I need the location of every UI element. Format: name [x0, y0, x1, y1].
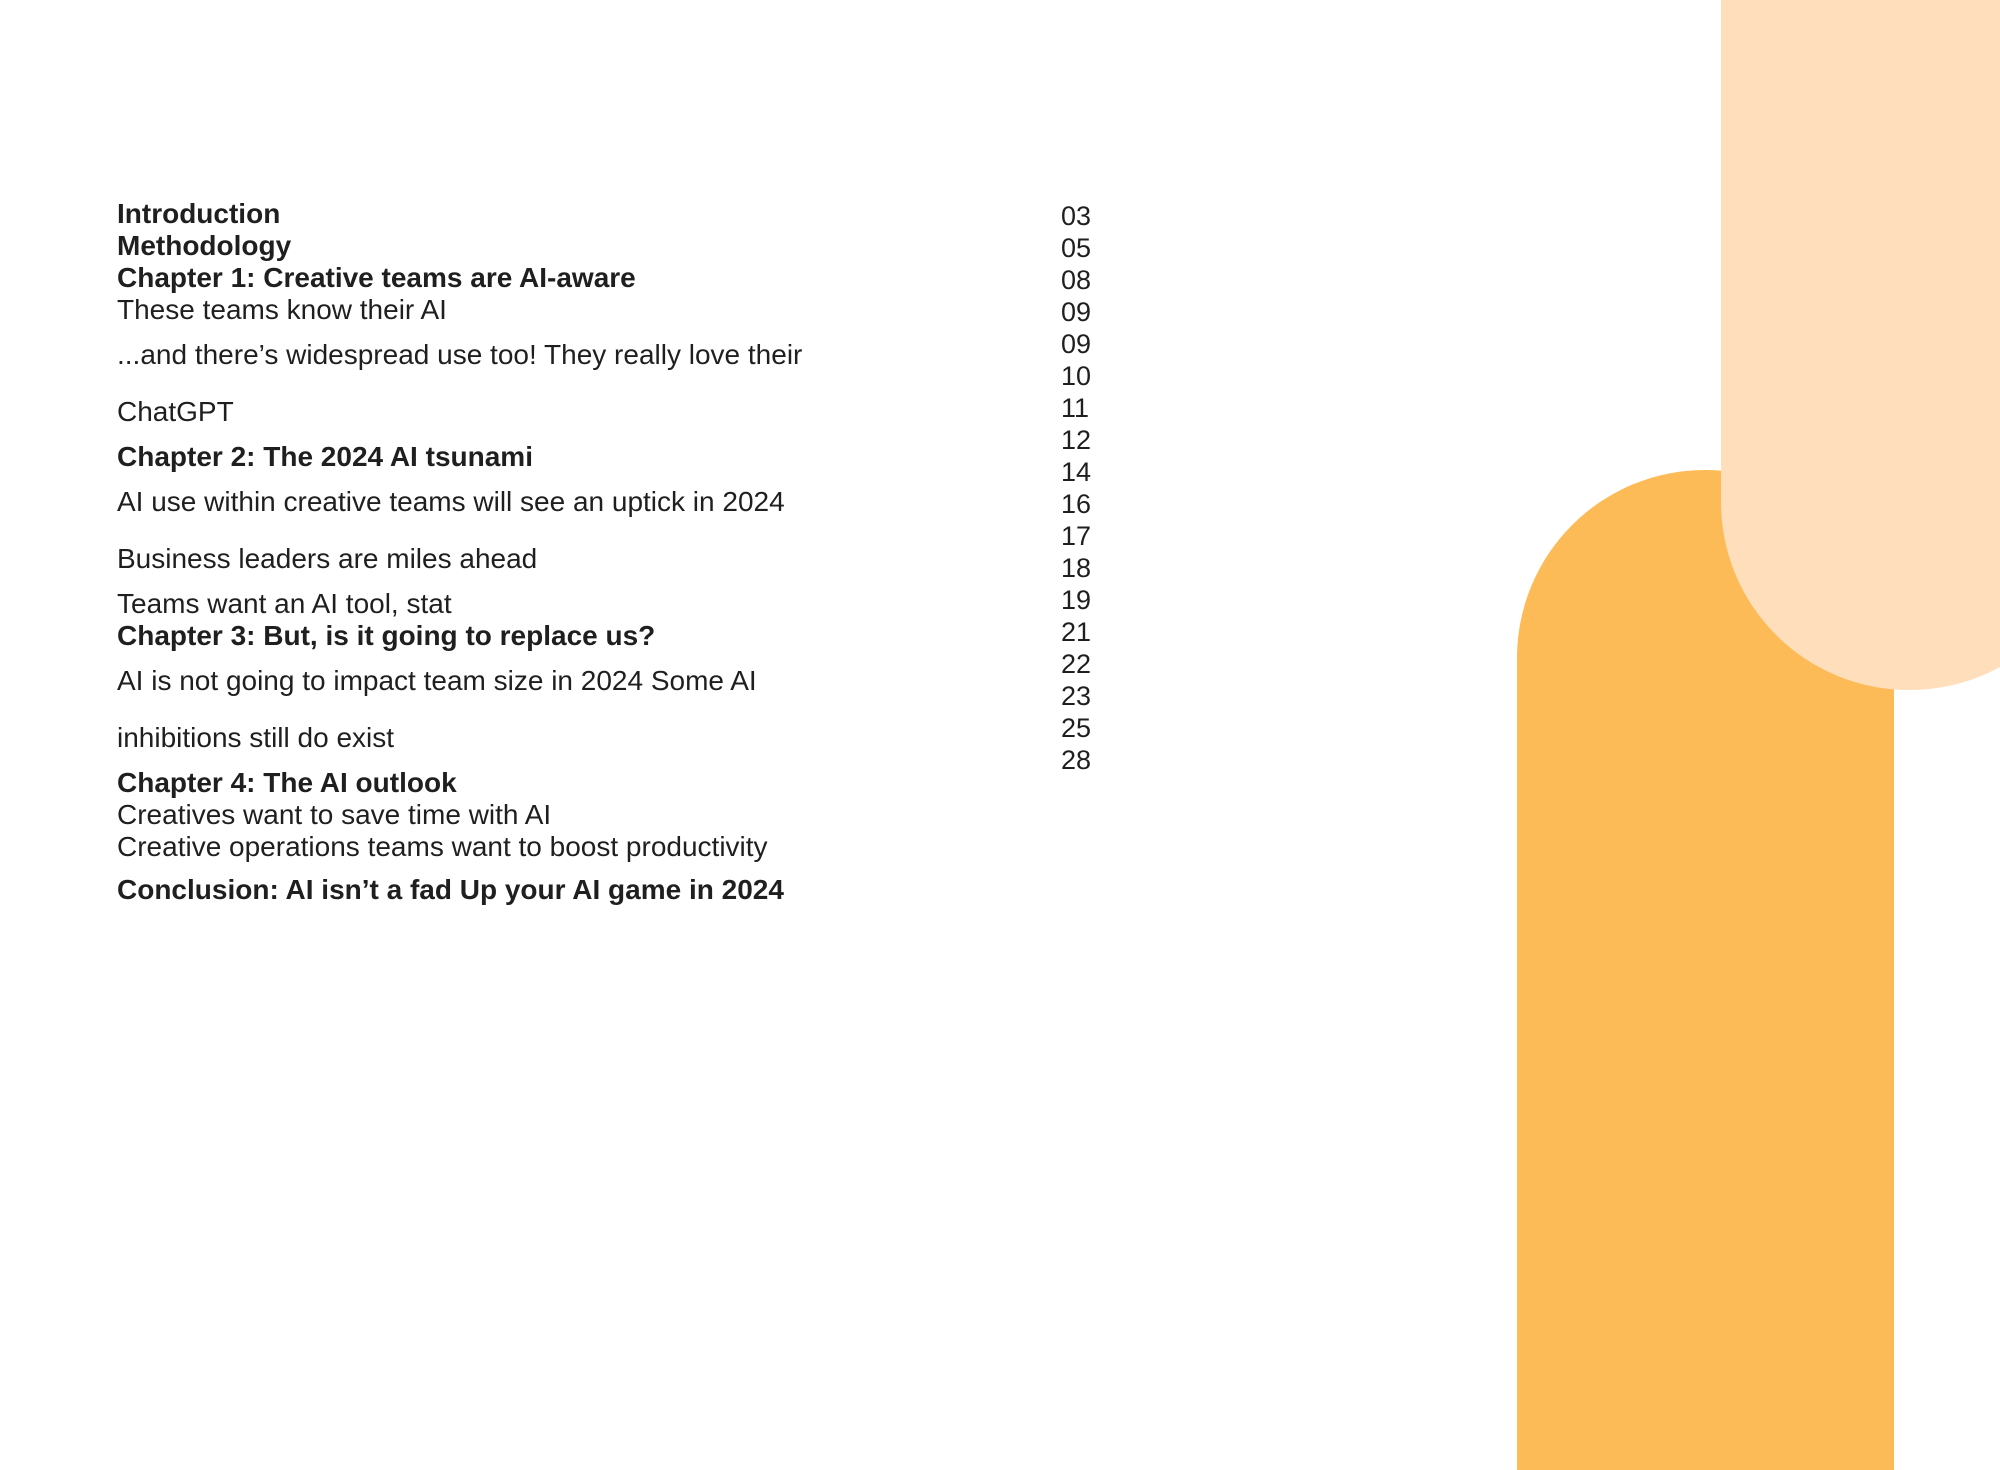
- page-number: 05: [1061, 233, 1092, 263]
- page-number: 08: [1061, 265, 1092, 295]
- toc-entry-methodology[interactable]: Methodology: [117, 230, 292, 261]
- page-number: 12: [1061, 425, 1092, 455]
- page-number: 11: [1061, 393, 1090, 423]
- decorative-peach-arch: [1721, 0, 2000, 690]
- page-number: 22: [1061, 649, 1092, 679]
- page-number: 25: [1061, 713, 1092, 743]
- toc-entry-business-leaders[interactable]: Business leaders are miles ahead: [117, 543, 538, 574]
- page-number: 23: [1061, 681, 1092, 711]
- page-number: 19: [1061, 585, 1092, 615]
- toc-entry-chapter-2[interactable]: Chapter 2: The 2024 AI tsunami: [117, 441, 533, 472]
- toc-entry-conclusion[interactable]: Conclusion: AI isn’t a fad Up your AI game in 2024: [117, 874, 784, 905]
- page-number: 18: [1061, 553, 1092, 583]
- page-number: 09: [1061, 329, 1092, 359]
- page-number: 16: [1061, 489, 1092, 519]
- toc-entry-boost-productivity[interactable]: Creative operations teams want to boost productivity: [117, 831, 768, 862]
- toc-entry-introduction[interactable]: Introduction: [117, 198, 281, 229]
- toc-entry-chapter-1[interactable]: Chapter 1: Creative teams are AI-aware: [117, 262, 636, 293]
- page-number: 21: [1061, 617, 1092, 647]
- page-number: 14: [1061, 457, 1092, 487]
- toc-entry-save-time[interactable]: Creatives want to save time with AI: [117, 799, 552, 830]
- toc-entry-ai-uptick[interactable]: AI use within creative teams will see an uptick in 2024: [117, 486, 785, 517]
- page-number: 03: [1061, 201, 1092, 231]
- page-number: 09: [1061, 297, 1092, 327]
- toc-entry-team-size[interactable]: AI is not going to impact team size in 2024 Some AI: [117, 665, 757, 696]
- toc-entry-teams-know-ai[interactable]: These teams know their AI: [117, 294, 447, 325]
- toc-entry-chapter-4[interactable]: Chapter 4: The AI outlook: [117, 767, 457, 798]
- toc-entry-chatgpt[interactable]: ChatGPT: [117, 396, 234, 427]
- toc-entry-inhibitions[interactable]: inhibitions still do exist: [117, 722, 395, 753]
- page-number: 17: [1061, 521, 1092, 551]
- toc-entry-widespread-use[interactable]: ...and there’s widespread use too! They really love their: [117, 339, 803, 370]
- toc-entry-chapter-3[interactable]: Chapter 3: But, is it going to replace us?: [117, 620, 656, 651]
- toc-entry-teams-want-tool[interactable]: Teams want an AI tool, stat: [117, 588, 452, 619]
- page-number: 10: [1061, 361, 1092, 391]
- page-number: 28: [1061, 745, 1092, 775]
